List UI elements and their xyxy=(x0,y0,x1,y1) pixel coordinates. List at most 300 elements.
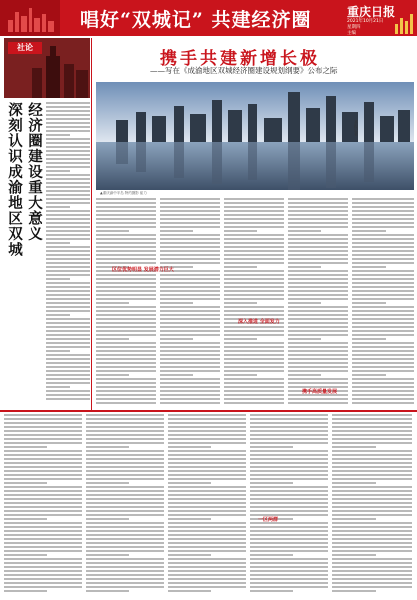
text-line xyxy=(288,306,348,308)
text-line xyxy=(288,374,321,376)
text-line xyxy=(160,242,220,244)
text-line xyxy=(160,294,220,296)
text-line xyxy=(352,278,414,280)
text-line xyxy=(160,326,220,328)
text-line xyxy=(250,474,328,476)
article-col-5 xyxy=(352,198,414,408)
city-skyline-photo xyxy=(96,82,414,190)
text-line xyxy=(168,490,246,492)
text-line xyxy=(168,554,211,556)
text-line xyxy=(160,310,220,312)
text-line xyxy=(288,214,348,216)
text-line xyxy=(224,286,284,288)
text-line xyxy=(168,514,246,516)
text-line xyxy=(4,570,82,572)
text-line xyxy=(4,442,82,444)
text-line xyxy=(46,298,90,300)
text-line xyxy=(46,126,90,128)
text-line xyxy=(46,166,90,168)
text-line xyxy=(352,358,414,360)
text-line xyxy=(224,258,284,260)
newspaper-logo: 重庆日报 xyxy=(347,5,396,19)
text-line xyxy=(168,430,246,432)
text-line xyxy=(352,386,414,388)
text-line xyxy=(224,386,284,388)
text-line xyxy=(160,206,220,208)
text-line xyxy=(288,254,348,256)
text-line xyxy=(46,186,90,188)
text-line xyxy=(46,318,90,320)
text-line xyxy=(288,326,348,328)
text-line xyxy=(224,298,284,300)
text-line xyxy=(160,210,220,212)
text-line xyxy=(46,162,90,164)
text-line xyxy=(224,334,284,336)
section-head-2: 深入推进 全面发力 xyxy=(238,319,280,325)
photo-caption: ▲重庆渝中半岛 特约摄影 崔力 xyxy=(100,191,147,195)
text-line xyxy=(352,330,414,332)
text-line xyxy=(288,238,348,240)
editorial-title-part2: 经济圈建设重大意义 xyxy=(26,102,43,242)
text-line xyxy=(250,418,328,420)
text-line xyxy=(288,266,321,268)
text-line xyxy=(288,378,348,380)
article-col-4 xyxy=(288,198,348,408)
text-line xyxy=(288,282,348,284)
text-line xyxy=(168,550,246,552)
text-line xyxy=(4,502,82,504)
text-line xyxy=(168,530,246,532)
text-line xyxy=(352,314,414,316)
text-line xyxy=(86,522,164,524)
text-line xyxy=(250,430,328,432)
text-line xyxy=(332,418,412,420)
text-line xyxy=(160,218,220,220)
text-line xyxy=(160,402,220,404)
text-line xyxy=(352,286,414,288)
text-line xyxy=(224,302,257,304)
text-line xyxy=(46,350,70,352)
text-line xyxy=(46,294,90,296)
text-line xyxy=(160,302,193,304)
text-line xyxy=(96,238,156,240)
text-line xyxy=(224,278,284,280)
text-line xyxy=(332,542,412,544)
text-line xyxy=(288,330,348,332)
text-line xyxy=(168,466,246,468)
text-line xyxy=(46,150,90,152)
text-line xyxy=(96,206,156,208)
text-line xyxy=(86,518,129,520)
text-line xyxy=(288,398,348,400)
text-line xyxy=(96,374,129,376)
text-line xyxy=(224,310,284,312)
main-subheadline: ——写在《成渝地区双城经济圈建设规划纲要》公布之际 xyxy=(150,66,338,75)
text-line xyxy=(250,486,328,488)
text-line xyxy=(86,578,164,580)
text-line xyxy=(352,250,414,252)
text-line xyxy=(46,118,90,120)
text-line xyxy=(96,362,156,364)
text-line xyxy=(168,566,246,568)
text-line xyxy=(352,366,414,368)
text-line xyxy=(4,454,82,456)
text-line xyxy=(332,566,412,568)
text-line xyxy=(250,494,328,496)
text-line xyxy=(46,322,90,324)
text-line xyxy=(288,342,348,344)
text-line xyxy=(4,434,82,436)
text-line xyxy=(332,474,412,476)
article-col-1 xyxy=(96,198,156,408)
text-line xyxy=(160,202,220,204)
text-line xyxy=(4,534,82,536)
text-line xyxy=(4,458,82,460)
text-line xyxy=(168,574,246,576)
text-line xyxy=(96,358,156,360)
text-line xyxy=(160,290,220,292)
text-line xyxy=(160,338,193,340)
text-line xyxy=(46,394,90,396)
text-line xyxy=(352,378,414,380)
text-line xyxy=(86,558,164,560)
text-line xyxy=(46,254,90,256)
text-line xyxy=(224,358,284,360)
text-line xyxy=(160,214,220,216)
text-line xyxy=(332,498,412,500)
text-line xyxy=(168,434,246,436)
text-line xyxy=(332,442,412,444)
text-line xyxy=(160,346,220,348)
text-line xyxy=(168,510,246,512)
skyline-photo-icon xyxy=(96,82,414,190)
text-line xyxy=(160,378,220,380)
text-line xyxy=(168,586,246,588)
text-line xyxy=(352,310,414,312)
text-line xyxy=(4,446,47,448)
text-line xyxy=(160,226,220,228)
text-line xyxy=(46,230,90,232)
text-line xyxy=(352,270,414,272)
text-line xyxy=(4,530,82,532)
text-line xyxy=(96,394,156,396)
text-line xyxy=(96,366,156,368)
text-line xyxy=(160,390,220,392)
text-line xyxy=(96,330,156,332)
text-line xyxy=(250,454,328,456)
text-line xyxy=(352,226,414,228)
text-line xyxy=(46,210,90,212)
editorial-badge: 社论 xyxy=(8,42,42,54)
text-line xyxy=(160,358,220,360)
text-line xyxy=(168,526,246,528)
text-line xyxy=(160,298,220,300)
text-line xyxy=(46,198,90,200)
text-line xyxy=(352,282,414,284)
text-line xyxy=(96,298,156,300)
text-line xyxy=(352,198,414,200)
text-line xyxy=(224,362,284,364)
text-line xyxy=(250,470,328,472)
text-line xyxy=(352,222,414,224)
text-line xyxy=(86,582,164,584)
text-line xyxy=(160,250,220,252)
text-line xyxy=(46,114,90,116)
text-line xyxy=(86,562,164,564)
text-line xyxy=(352,326,414,328)
text-line xyxy=(168,534,246,536)
text-line xyxy=(288,230,321,232)
text-line xyxy=(160,262,220,264)
text-line xyxy=(160,350,220,352)
text-line xyxy=(96,286,156,288)
text-line xyxy=(224,210,284,212)
text-line xyxy=(46,270,90,272)
text-line xyxy=(4,466,82,468)
text-line xyxy=(4,506,82,508)
text-line xyxy=(86,494,164,496)
text-line xyxy=(250,558,328,560)
text-line xyxy=(160,222,220,224)
skyline-icon xyxy=(6,6,56,32)
text-line xyxy=(332,534,412,536)
text-line xyxy=(96,210,156,212)
text-line xyxy=(352,362,414,364)
text-line xyxy=(86,554,129,556)
text-line xyxy=(250,458,328,460)
text-line xyxy=(86,506,164,508)
text-line xyxy=(288,322,348,324)
text-line xyxy=(96,214,156,216)
text-line xyxy=(4,538,82,540)
text-line xyxy=(46,122,90,124)
text-line xyxy=(160,274,220,276)
text-line xyxy=(46,274,90,276)
text-line xyxy=(96,322,156,324)
text-line xyxy=(96,254,156,256)
text-line xyxy=(332,430,412,432)
text-line xyxy=(4,426,82,428)
text-line xyxy=(96,350,156,352)
text-line xyxy=(96,302,129,304)
text-line xyxy=(332,530,412,532)
text-line xyxy=(46,242,70,244)
text-line xyxy=(288,202,348,204)
text-line xyxy=(4,586,82,588)
text-line xyxy=(96,342,156,344)
text-line xyxy=(168,462,246,464)
text-line xyxy=(288,310,348,312)
text-line xyxy=(4,490,82,492)
text-line xyxy=(224,326,284,328)
text-line xyxy=(168,546,246,548)
text-line xyxy=(160,366,220,368)
text-line xyxy=(46,218,90,220)
text-line xyxy=(250,578,328,580)
text-line xyxy=(224,398,284,400)
text-line xyxy=(96,234,156,236)
text-line xyxy=(250,498,328,500)
text-line xyxy=(86,438,164,440)
text-line xyxy=(250,506,328,508)
text-line xyxy=(352,218,414,220)
text-line xyxy=(96,386,156,388)
text-line xyxy=(160,322,220,324)
text-line xyxy=(332,426,412,428)
text-line xyxy=(86,526,164,528)
text-line xyxy=(250,574,328,576)
text-line xyxy=(352,322,414,324)
text-line xyxy=(224,382,284,384)
text-line xyxy=(4,462,82,464)
text-line xyxy=(288,294,348,296)
text-line xyxy=(86,466,164,468)
text-line xyxy=(224,350,284,352)
text-line xyxy=(86,530,164,532)
text-line xyxy=(86,498,164,500)
issue-editor: 主编 xyxy=(347,31,356,36)
text-line xyxy=(4,494,82,496)
text-line xyxy=(168,562,246,564)
text-line xyxy=(288,382,348,384)
text-line xyxy=(96,230,129,232)
text-line xyxy=(224,306,284,308)
text-line xyxy=(46,386,70,388)
text-line xyxy=(250,538,328,540)
text-line xyxy=(250,586,328,588)
text-line xyxy=(352,230,386,232)
text-line xyxy=(288,354,348,356)
text-line xyxy=(86,546,164,548)
text-line xyxy=(46,222,90,224)
text-line xyxy=(332,422,412,424)
text-line xyxy=(224,290,284,292)
text-line xyxy=(96,306,156,308)
text-line xyxy=(352,370,414,372)
text-line xyxy=(250,434,328,436)
text-line xyxy=(46,266,90,268)
text-line xyxy=(288,346,348,348)
text-line xyxy=(46,262,90,264)
text-line xyxy=(168,506,246,508)
text-line xyxy=(168,494,246,496)
text-line xyxy=(352,206,414,208)
text-line xyxy=(46,102,90,104)
text-line xyxy=(46,354,90,356)
text-line xyxy=(4,554,47,556)
text-line xyxy=(86,470,164,472)
text-line xyxy=(160,354,220,356)
text-line xyxy=(96,242,156,244)
text-line xyxy=(168,522,246,524)
page-masthead xyxy=(0,0,417,42)
text-line xyxy=(288,298,348,300)
text-line xyxy=(250,542,328,544)
text-line xyxy=(46,282,90,284)
text-line xyxy=(160,342,220,344)
text-line xyxy=(46,366,90,368)
text-line xyxy=(352,318,414,320)
text-line xyxy=(224,338,257,340)
text-line xyxy=(46,378,90,380)
text-line xyxy=(352,234,414,236)
text-line xyxy=(4,574,82,576)
text-line xyxy=(224,234,284,236)
text-line xyxy=(250,510,328,512)
text-line xyxy=(288,226,348,228)
text-line xyxy=(224,354,284,356)
text-line xyxy=(4,478,82,480)
text-line xyxy=(168,438,246,440)
text-line xyxy=(168,538,246,540)
text-line xyxy=(4,474,82,476)
text-line xyxy=(352,338,386,340)
text-line xyxy=(352,266,386,268)
text-line xyxy=(332,546,412,548)
text-line xyxy=(96,318,156,320)
text-line xyxy=(288,302,321,304)
text-line xyxy=(332,554,376,556)
text-line xyxy=(160,398,220,400)
text-line xyxy=(168,418,246,420)
text-line xyxy=(96,346,156,348)
text-line xyxy=(332,466,412,468)
text-line xyxy=(250,462,328,464)
text-line xyxy=(250,438,328,440)
text-line xyxy=(168,478,246,480)
text-line xyxy=(96,314,156,316)
text-line xyxy=(224,270,284,272)
text-line xyxy=(160,362,220,364)
text-line xyxy=(96,202,156,204)
text-line xyxy=(288,274,348,276)
text-line xyxy=(332,434,412,436)
text-line xyxy=(168,486,246,488)
text-line xyxy=(288,370,348,372)
text-line xyxy=(288,222,348,224)
text-line xyxy=(46,258,90,260)
text-line xyxy=(96,198,156,200)
text-line xyxy=(332,462,412,464)
text-line xyxy=(224,238,284,240)
text-line xyxy=(332,586,412,588)
text-line xyxy=(4,562,82,564)
text-line xyxy=(332,494,412,496)
text-line xyxy=(168,518,211,520)
text-line xyxy=(4,418,82,420)
text-line xyxy=(168,426,246,428)
text-line xyxy=(86,442,164,444)
bottom-col-4 xyxy=(250,414,328,596)
text-line xyxy=(168,458,246,460)
text-line xyxy=(46,374,90,376)
text-line xyxy=(224,402,284,404)
text-line xyxy=(250,526,328,528)
text-line xyxy=(160,386,220,388)
text-line xyxy=(288,234,348,236)
text-line xyxy=(96,398,156,400)
text-line xyxy=(352,298,414,300)
text-line xyxy=(224,374,257,376)
text-line xyxy=(4,430,82,432)
text-line xyxy=(168,454,246,456)
text-line xyxy=(4,518,47,520)
text-line xyxy=(250,466,328,468)
section-head-1: 区位优势明显 发展潜力巨大 xyxy=(112,267,174,273)
text-line xyxy=(288,334,348,336)
text-line xyxy=(224,390,284,392)
text-line xyxy=(352,210,414,212)
